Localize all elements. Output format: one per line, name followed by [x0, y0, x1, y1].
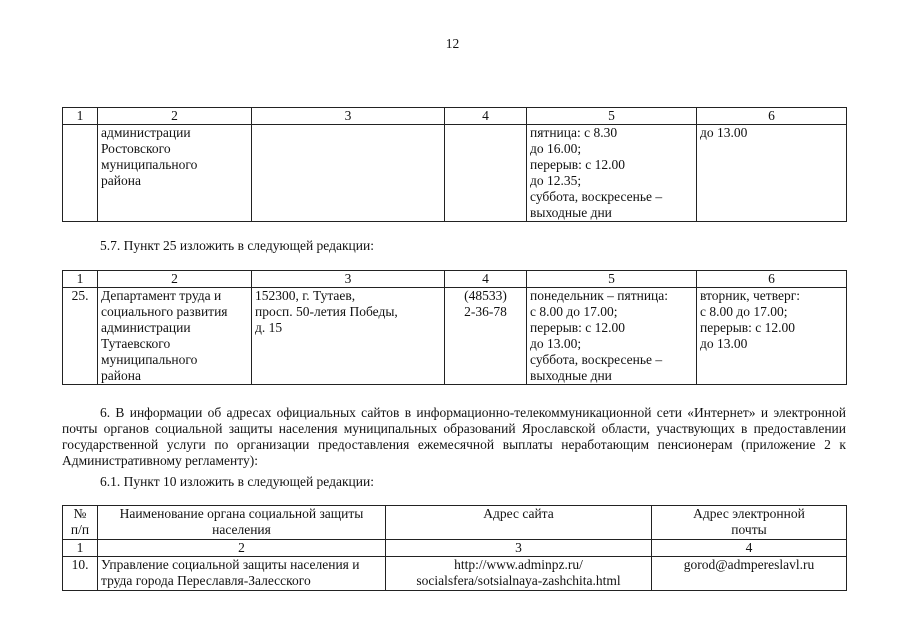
- header-organization: [98, 506, 386, 540]
- table-header-row: [63, 271, 847, 288]
- text-line: Управление социальной защиты населения и: [101, 557, 360, 572]
- address-cell: [252, 288, 445, 385]
- column-number: 3: [252, 271, 445, 288]
- text-line: до 16.00;: [530, 141, 582, 156]
- text-line: вторник, четверг:: [700, 288, 801, 303]
- table-header-row: [63, 108, 847, 125]
- column-number: 6: [697, 271, 847, 288]
- column-number: 4: [445, 108, 527, 125]
- organization-name: [98, 557, 386, 591]
- text-line: района: [101, 173, 141, 188]
- address-cell: [252, 125, 445, 222]
- text-line: до 13.00: [700, 125, 748, 140]
- text-line: Наименование органа социальной защиты: [119, 506, 364, 521]
- text-line: района: [101, 368, 141, 383]
- text-line: перерыв: с 12.00: [530, 320, 626, 335]
- text-line: Тутаевского: [101, 336, 171, 351]
- text-line: пятница: с 8.30: [530, 125, 618, 140]
- organization-name: [98, 288, 252, 385]
- table-header-row: [63, 506, 847, 540]
- text-line: администрации: [101, 320, 191, 335]
- text-line: с 8.00 до 17.00;: [530, 304, 618, 319]
- header-website: [386, 506, 652, 540]
- table-row: [63, 125, 847, 222]
- text-line: перерыв: с 12.00: [530, 157, 626, 172]
- text-line: Адрес электронной: [693, 506, 805, 521]
- text-line: д. 15: [255, 320, 283, 335]
- table-continuation: [62, 107, 847, 222]
- email-link[interactable]: [652, 557, 847, 591]
- column-number: 4: [445, 271, 527, 288]
- text-line: населения: [212, 522, 271, 537]
- table-number-row: [63, 540, 847, 557]
- column-number: 5: [527, 108, 697, 125]
- text-line: выходные дни: [530, 205, 612, 220]
- table-row: [63, 557, 847, 591]
- text-line: социального развития: [101, 304, 228, 319]
- column-number: 3: [252, 108, 445, 125]
- text-line: (48533): [464, 288, 507, 303]
- row-number: 25.: [63, 288, 98, 385]
- text-line: администрации: [101, 125, 191, 140]
- text-line: суббота, воскресенье –: [530, 352, 663, 367]
- phone-cell: [445, 125, 527, 222]
- text-line: Ростовского: [101, 141, 171, 156]
- text-line: выходные дни: [530, 368, 612, 383]
- organization-name: [98, 125, 252, 222]
- website-link[interactable]: [386, 557, 652, 591]
- column-number: 2: [98, 271, 252, 288]
- text-line: муниципального: [101, 157, 198, 172]
- text-line: Департамент труда и: [101, 288, 222, 303]
- text-line: до 13.00;: [530, 336, 582, 351]
- row-number: [63, 125, 98, 222]
- text-line: труда города Переславля-Залесского: [101, 573, 311, 588]
- text-line: перерыв: с 12.00: [700, 320, 796, 335]
- table-item-10: [62, 505, 847, 591]
- column-number: 6: [697, 108, 847, 125]
- text-line: просп. 50-летия Победы,: [255, 304, 398, 319]
- text-line: 2-36-78: [464, 304, 507, 319]
- reception-schedule: [697, 288, 847, 385]
- text-line: п/п: [70, 522, 90, 537]
- column-number: 1: [63, 540, 98, 557]
- text-line: 152300, г. Тутаев,: [255, 288, 356, 303]
- section-5-7-heading: 5.7. Пункт 25 изложить в следующей редакции:: [100, 238, 374, 253]
- text-line: Адрес сайта: [483, 506, 554, 521]
- text-line: муниципального: [101, 352, 198, 367]
- page-number: 12: [445, 36, 460, 51]
- text-line: №: [73, 506, 87, 521]
- table-item-25: [62, 270, 847, 385]
- text-line: суббота, воскресенье –: [530, 189, 663, 204]
- column-number: 2: [98, 540, 386, 557]
- text-line[interactable]: socialsfera/sotsialnaya-zashchita.html: [416, 573, 621, 588]
- column-number: 3: [386, 540, 652, 557]
- column-number: 1: [63, 108, 98, 125]
- text-line[interactable]: http://www.adminpz.ru/: [454, 557, 583, 572]
- text-line: до 12.35;: [530, 173, 582, 188]
- phone-cell: [445, 288, 527, 385]
- text-line: с 8.00 до 17.00;: [700, 304, 788, 319]
- text-line: до 13.00: [700, 336, 748, 351]
- header-number: [63, 506, 98, 540]
- column-number: 5: [527, 271, 697, 288]
- column-number: 1: [63, 271, 98, 288]
- text-line: почты: [731, 522, 767, 537]
- column-number: 2: [98, 108, 252, 125]
- header-email: [652, 506, 847, 540]
- reception-schedule: [697, 125, 847, 222]
- column-number: 4: [652, 540, 847, 557]
- work-schedule: [527, 125, 697, 222]
- row-number: 10.: [63, 557, 98, 591]
- text-line[interactable]: gorod@admpereslavl.ru: [683, 557, 815, 572]
- table-row: [63, 288, 847, 385]
- section-6-paragraph: 6. В информации об адресах официальных сайтов в информационно-телекоммуникационной сети «Интернет» и электронной почты органов социальной защиты населения муниципальных образований Ярославской области, участвующих в предоставлении государственной услуги по организации предоставления ежемесячной выплаты неработающим пенсионерам (приложение 2 к Административному регламенту):: [62, 405, 846, 468]
- text-line: понедельник – пятница:: [530, 288, 669, 303]
- section-6-1-heading: 6.1. Пункт 10 изложить в следующей редакции:: [100, 474, 374, 489]
- work-schedule: [527, 288, 697, 385]
